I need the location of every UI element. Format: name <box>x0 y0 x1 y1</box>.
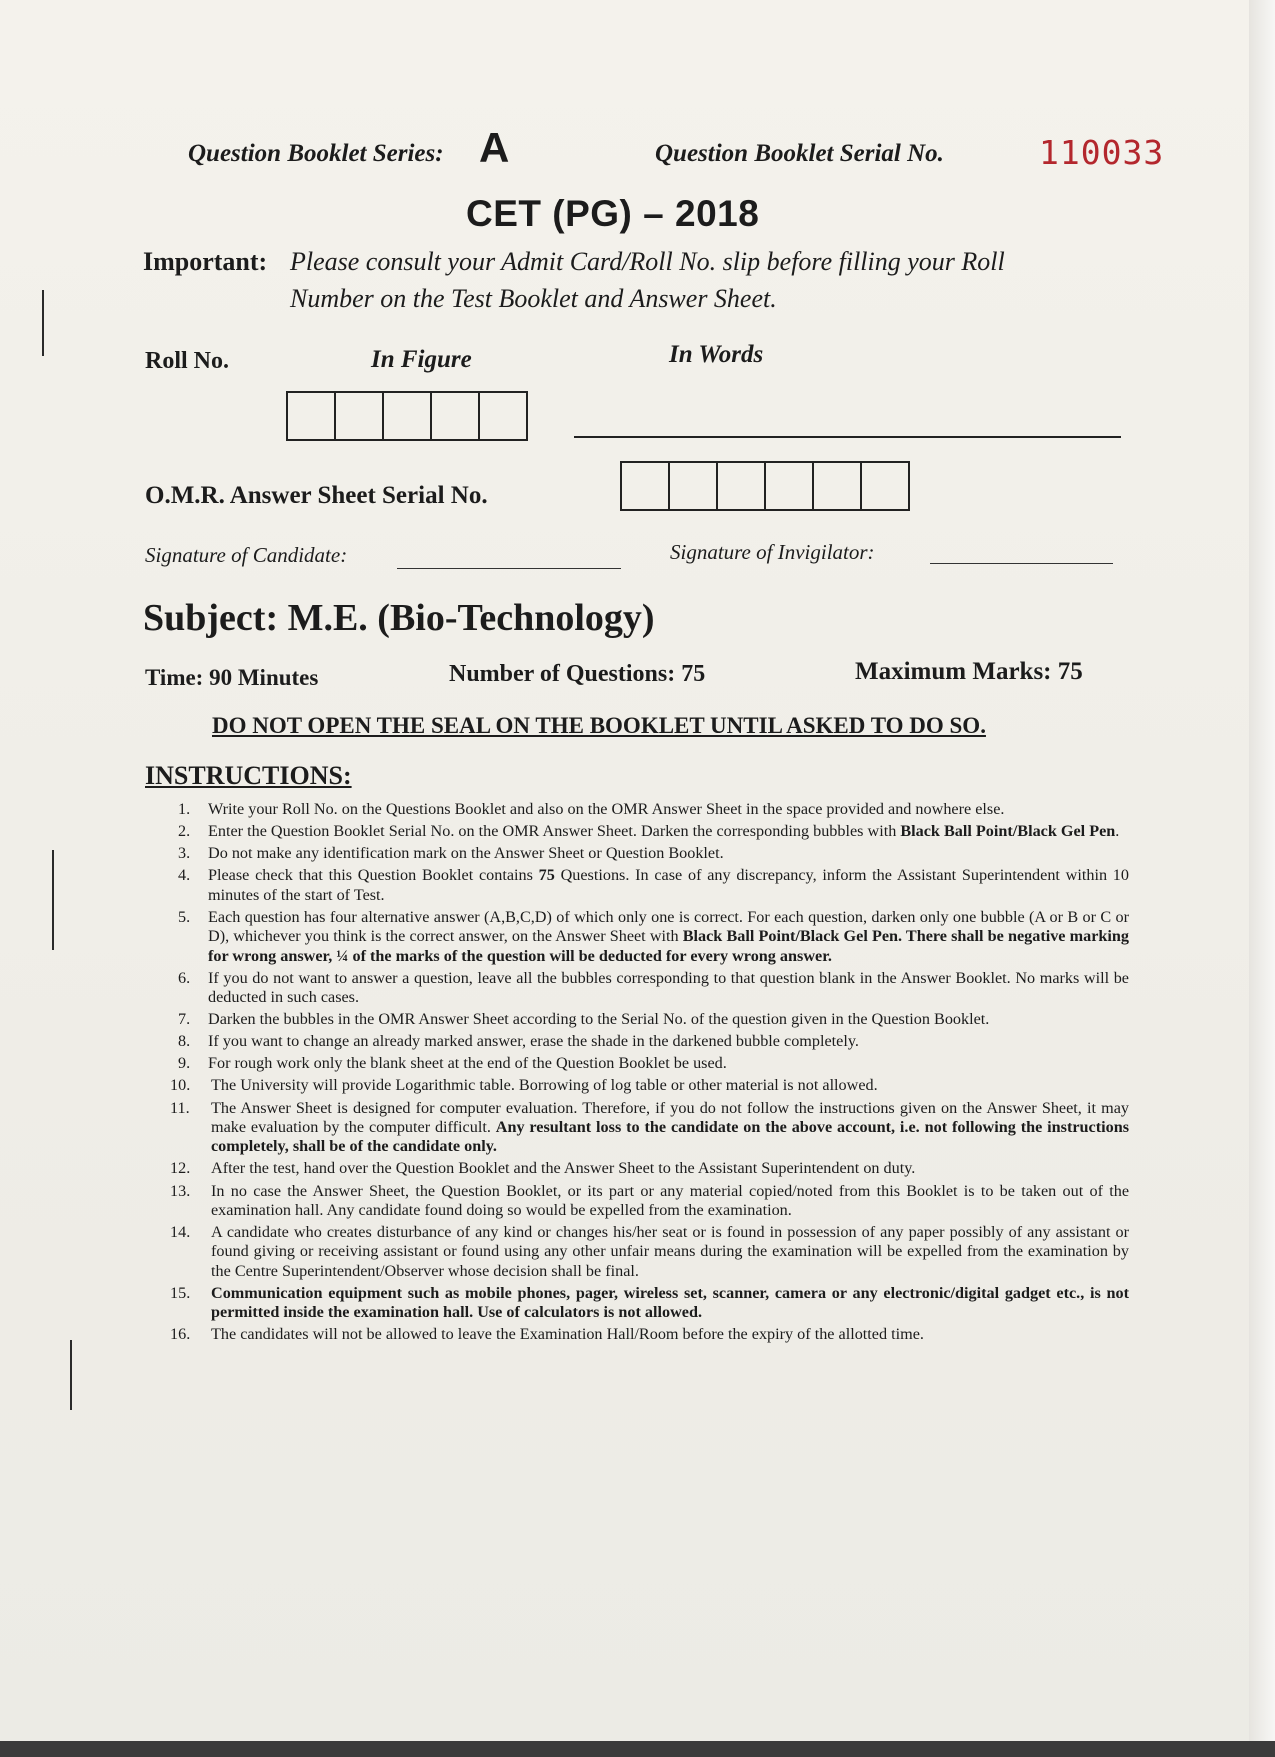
number-of-questions: Number of Questions: 75 <box>449 661 706 687</box>
roll-digit-box[interactable] <box>384 393 432 439</box>
roll-digit-box[interactable] <box>288 393 336 439</box>
instruction-item <box>178 800 1129 819</box>
instruction-item <box>170 1159 1129 1178</box>
booklet-series-value: A <box>479 124 510 171</box>
instruction-text: Each question has four alternative answer (A,B,C,D) of which only one is correct. For each question, darken only one bubble (A or B or C or D), whichever you think is the correct answer, on the Answer Sheet with <box>208 907 1129 946</box>
instruction-text: 75 <box>538 866 555 885</box>
instruction-text: Black Ball Point/Black Gel Pen <box>900 822 1116 841</box>
instruction-item <box>170 1076 1129 1095</box>
in-words-label: In Words <box>669 341 764 368</box>
instruction-text: Do not make any identification mark on the Answer Sheet or Question Booklet. <box>208 844 724 863</box>
omr-serial-boxes[interactable] <box>620 461 910 511</box>
instruction-text: The candidates will not be allowed to leave the Examination Hall/Room before the expiry of the allotted time. <box>211 1325 924 1344</box>
booklet-serial-label: Question Booklet Serial No. <box>655 140 944 167</box>
candidate-signature-label: Signature of Candidate: <box>145 543 348 567</box>
instruction-item <box>178 844 1129 863</box>
instruction-item <box>178 866 1129 905</box>
booklet-serial-value: 110033 <box>1039 133 1165 172</box>
instruction-number: 16. <box>170 1325 191 1344</box>
page-edge-bottom <box>0 1741 1275 1757</box>
instruction-text: The University will provide Logarithmic table. Borrowing of log table or other material is not allowed. <box>211 1076 878 1095</box>
omr-digit-box[interactable] <box>814 463 862 509</box>
subject-title: Subject: M.E. (Bio-Technology) <box>143 597 655 639</box>
instruction-text: In no case the Answer Sheet, the Question Booklet, or its part or any material copied/noted from this Booklet is to be taken out of the examination hall. Any candidate found doing so would be expelled from the examination. <box>211 1181 1129 1219</box>
instruction-item <box>178 908 1129 966</box>
maximum-marks: Maximum Marks: 75 <box>855 658 1083 685</box>
instruction-text: If you want to change an already marked answer, erase the shade in the darkened bubble completely. <box>208 1032 859 1051</box>
invigilator-signature-label: Signature of Invigilator: <box>670 540 875 564</box>
roll-digit-box[interactable] <box>432 393 480 439</box>
in-figure-label: In Figure <box>371 346 472 373</box>
instruction-item <box>170 1098 1129 1157</box>
instruction-text: Communication equipment such as mobile phones, pager, wireless set, scanner, camera or any electronic/digital gadget etc., is not permitted inside the examination hall. Use of calculators is not allowed. <box>211 1283 1129 1322</box>
omr-digit-box[interactable] <box>862 463 908 509</box>
instruction-item <box>178 969 1129 1008</box>
instruction-item <box>170 1223 1129 1281</box>
omr-digit-box[interactable] <box>766 463 814 509</box>
instruction-text: If you do not want to answer a question, leave all the bubbles corresponding to that question blank in the Answer Booklet. No marks will be deducted in such cases. <box>208 968 1129 1007</box>
instruction-text: Questions. In case of any discrepancy, inform the Assistant Superintendent within 10 minutes of the start of Test. <box>208 866 1129 904</box>
instruction-text: Please check that this Question Booklet contains <box>208 866 539 885</box>
instruction-number: 15. <box>170 1283 191 1302</box>
instruction-number: 5. <box>178 907 191 926</box>
page-edge-right <box>1249 0 1275 1757</box>
candidate-signature-line[interactable] <box>397 568 621 569</box>
instruction-number: 4. <box>178 866 191 885</box>
instructions-heading: INSTRUCTIONS: <box>145 761 352 790</box>
instruction-text: After the test, hand over the Question Booklet and the Answer Sheet to the Assistant Superintendent on duty. <box>211 1159 916 1178</box>
exam-time: Time: 90 Minutes <box>145 665 319 690</box>
instruction-number: 9. <box>178 1054 191 1073</box>
roll-digit-box[interactable] <box>480 393 526 439</box>
instruction-number: 7. <box>178 1010 191 1029</box>
instruction-text: Write your Roll No. on the Questions Booklet and also on the OMR Answer Sheet in the space provided and nowhere else. <box>208 800 1005 818</box>
booklet-series-label: Question Booklet Series: <box>188 140 444 167</box>
instructions-list <box>170 800 1129 1348</box>
roll-number-boxes[interactable] <box>286 391 528 441</box>
important-text-line2: Number on the Test Booklet and Answer Sheet. <box>290 284 777 313</box>
instruction-item <box>178 1054 1129 1073</box>
seal-notice: DO NOT OPEN THE SEAL ON THE BOOKLET UNTIL ASKED TO DO SO. <box>212 713 986 738</box>
instruction-number: 13. <box>170 1181 191 1200</box>
scan-mark <box>42 290 44 356</box>
instruction-number: 3. <box>178 844 191 863</box>
omr-digit-box[interactable] <box>622 463 670 509</box>
instruction-text: . <box>1115 822 1120 841</box>
important-label: Important: <box>143 247 268 276</box>
scan-mark <box>70 1340 72 1410</box>
instruction-text: A candidate who creates disturbance of any kind or changes his/her seat or is found in possession of any paper possibly of any assistant or found giving or receiving assistant or found using any other unfair means during the examination will be expelled from the examination by the Centre Superintendent/Observer whose decision shall be final. <box>211 1223 1129 1280</box>
instruction-item <box>170 1181 1129 1221</box>
instruction-text: Enter the Question Booklet Serial No. on the OMR Answer Sheet. Darken the corresponding bubbles with <box>208 822 901 841</box>
instruction-item <box>178 1032 1129 1051</box>
omr-serial-label: O.M.R. Answer Sheet Serial No. <box>145 482 488 509</box>
instruction-number: 1. <box>178 800 191 818</box>
instruction-item <box>170 1283 1129 1323</box>
instruction-text: Black Ball Point/Black Gel Pen. There shall be negative marking for wrong answer, ¼ of the marks of the question will be deducted for every wrong answer. <box>208 927 1129 965</box>
instruction-text: The Answer Sheet is designed for computer evaluation. Therefore, if you do not follow the instructions given on the Answer Sheet, it may make evaluation by the computer difficult. <box>211 1098 1129 1136</box>
instruction-text: Darken the bubbles in the OMR Answer Sheet according to the Serial No. of the question given in the Question Booklet. <box>208 1010 990 1029</box>
scan-mark <box>52 850 54 950</box>
instruction-item <box>178 822 1129 841</box>
instruction-number: 11. <box>170 1098 190 1117</box>
omr-digit-box[interactable] <box>718 463 766 509</box>
invigilator-signature-line[interactable] <box>930 563 1113 564</box>
instruction-text: Any resultant loss to the candidate on the above account, i.e. not following the instructions completely, shall be of the candidate only. <box>211 1117 1129 1156</box>
roll-digit-box[interactable] <box>336 393 384 439</box>
instruction-number: 14. <box>170 1223 191 1242</box>
instruction-item <box>178 1010 1129 1029</box>
important-text-line1: Please consult your Admit Card/Roll No. slip before filling your Roll <box>290 247 1005 276</box>
roll-no-label: Roll No. <box>145 348 229 374</box>
instruction-number: 10. <box>170 1076 191 1095</box>
instruction-number: 8. <box>178 1032 191 1051</box>
omr-digit-box[interactable] <box>670 463 718 509</box>
roll-in-words-line[interactable] <box>574 436 1121 438</box>
instruction-number: 12. <box>170 1159 191 1178</box>
instruction-number: 6. <box>178 968 191 987</box>
instruction-item <box>170 1325 1129 1344</box>
exam-title: CET (PG) – 2018 <box>466 193 760 234</box>
instruction-text: For rough work only the blank sheet at the end of the Question Booklet be used. <box>208 1054 727 1073</box>
instruction-number: 2. <box>178 822 191 841</box>
